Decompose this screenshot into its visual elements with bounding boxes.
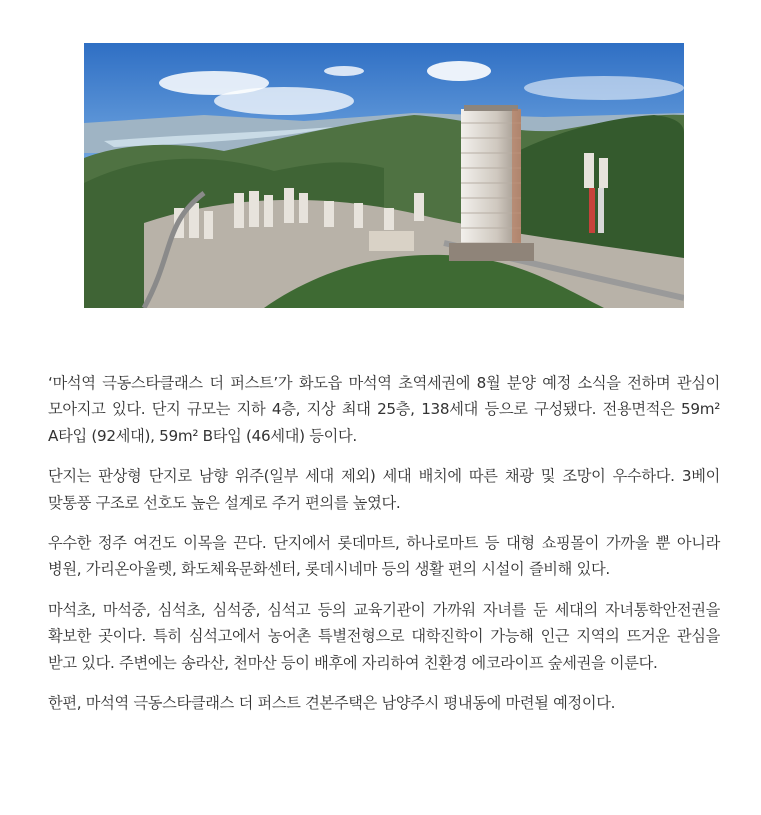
article-paragraph: 마석초, 마석중, 심석초, 심석중, 심석고 등의 교육기관이 가까워 자녀를 둔 세대의 자녀통학안전권을 확보한 곳이다. 특히 심석고에서 농어촌 특별전형으로 대학진학이 가능해 인근 지역의 뜨거운 관심을 받고 있다. 주변에는 송라산, 천마산 등이 배후에 자리하여 친환경 에코라이프 숲세권을 이룬다. — [48, 600, 720, 672]
article-paragraph: ‘마석역 극동스타클래스 더 퍼스트’가 화도읍 마석역 초역세권에 8월 분양 예정 소식을 전하며 관심이 모아지고 있다. 단지 규모는 지하 4층, 지상 최대 25층, 138세대 등으로 구성됐다. 전용면적은 59m² A타입 (92세대), 59m² B타입 (46세대) 등이다. — [48, 374, 720, 445]
article-paragraph: 한편, 마석역 극동스타클래스 더 퍼스트 견본주택은 남양주시 평내동에 마련될 예정이다. — [48, 694, 616, 713]
article-body — [48, 370, 720, 730]
article-paragraph: 단지는 판상형 단지로 남향 위주(일부 세대 제외) 세대 배치에 따른 채광 및 조망이 우수하다. 3베이 맞통풍 구조로 선호도 높은 설계로 주거 편의를 높였다. — [48, 467, 720, 512]
hero-rendering-image — [84, 43, 684, 308]
article-paragraph: 우수한 정주 여건도 이목을 끈다. 단지에서 롯데마트, 하나로마트 등 대형 쇼핑몰이 가까울 뿐 아니라 병원, 가리온아울렛, 화도체육문화센터, 롯데시네마 등의 생활 편의 시설이 즐비해 있다. — [48, 534, 720, 579]
